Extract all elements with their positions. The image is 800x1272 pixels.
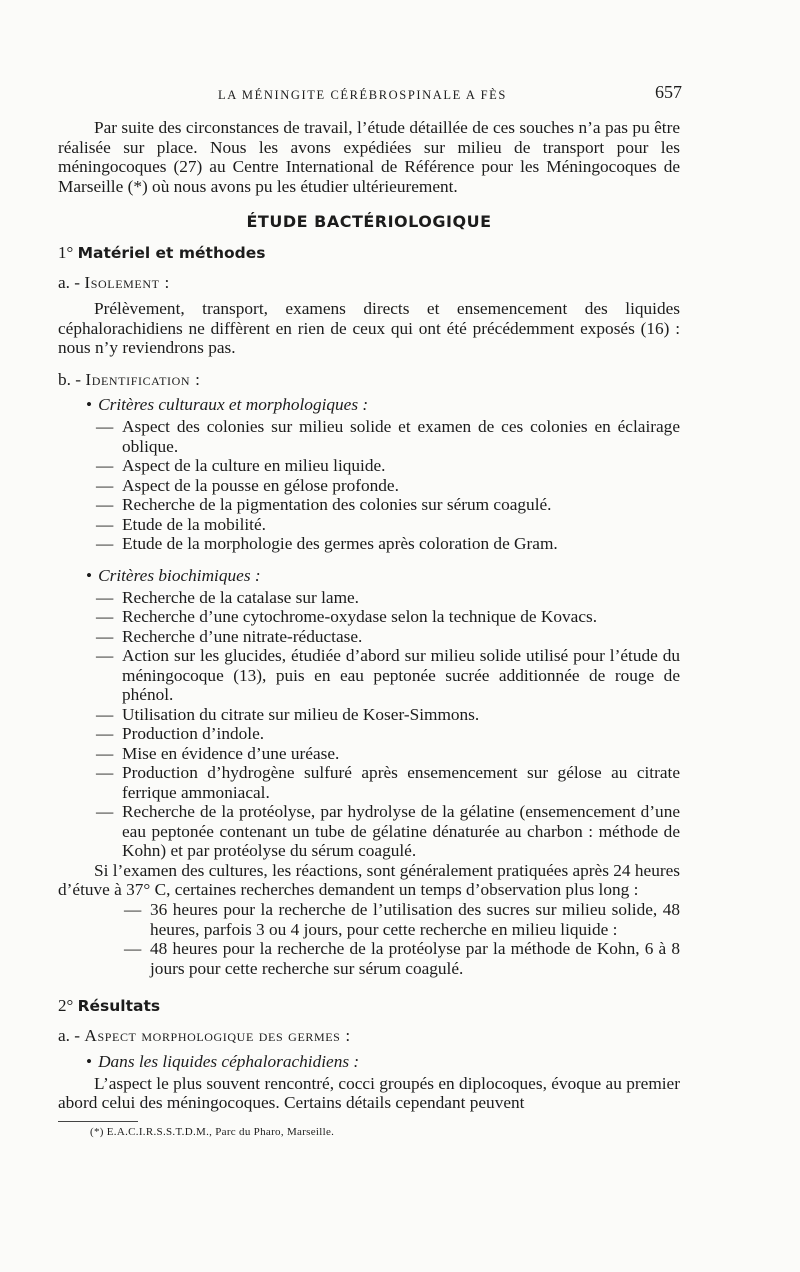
list-item: — Production d’hydrogène sulfuré après ensemencement sur gélose au citrate ferrique ammoniacal. (96, 763, 680, 802)
dash-icon: — (96, 495, 114, 515)
subsection-number: 2° (58, 996, 74, 1016)
list-item: — Recherche de la protéolyse, par hydrolyse de la gélatine (ensemencement d’une eau peptonée contenant un tube de gélatine dénaturée au charbon : méthode de Kohn) et par protéolyse du sérum coagulé. (96, 802, 680, 861)
lcr-heading (86, 1052, 680, 1072)
dash-icon: — (96, 763, 114, 783)
criteria-title: Critères biochimiques : (98, 565, 261, 585)
isolement-paragraph: Prélèvement, transport, examens directs et ensemencement des liquides céphalorachidiens ne diffèrent en rien de ceux qui ont été précédemment exposés (16) : nous n’y reviendrons pas. (58, 298, 680, 358)
section-title: ÉTUDE BACTÉRIOLOGIQUE (246, 212, 492, 232)
dash-icon: — (96, 475, 114, 495)
footnote-divider (58, 1121, 138, 1122)
dash-icon: — (96, 802, 114, 822)
dash-icon: — (96, 587, 114, 607)
delay-paragraph: Si l’examen des cultures, les réactions, sont généralement pratiquées après 24 heures d’étuve à 37° C, certaines recherches demandent un temps d’observation plus long : (58, 860, 680, 900)
page-number: 657 (655, 82, 682, 102)
dash-icon: — (96, 456, 114, 476)
dash-icon: — (96, 514, 114, 534)
heading-label: b. - (58, 369, 86, 389)
culturaux-list (58, 417, 680, 554)
dash-icon: — (124, 900, 142, 920)
list-item: — 48 heures pour la recherche de la protéolyse par la méthode de Kohn, 6 à 8 jours pour cette recherche sur sérum coagulé. (124, 939, 680, 978)
criteria-title: Critères culturaux et morphologiques : (98, 395, 369, 415)
subsection-title: Résultats (77, 997, 161, 1016)
list-item: — Etude de la morphologie des germes après coloration de Gram. (96, 534, 558, 554)
intro-paragraph: Par suite des circonstances de travail, l’étude détaillée de ces souches n’a pas pu être réalisée sur place. Nous les avons expédiées sur milieu de transport pour les méningocoques (27) au Centre International de Référence pour les Méningocoques de Marseille (*) où nous avons pu les étudier ultérieurement. (58, 118, 680, 196)
dash-icon: — (96, 417, 114, 437)
running-head (58, 82, 680, 108)
subsection-heading-materiel (58, 243, 680, 263)
delay-list (58, 900, 680, 978)
list-item: — Recherche d’une nitrate-réductase. (96, 626, 363, 646)
dash-icon: — (124, 939, 142, 959)
list-item: — 36 heures pour la recherche de l’utilisation des sucres sur milieu solide, 48 heures, parfois 3 ou 4 jours, pour cette recherche en milieu liquide : (124, 900, 680, 939)
heading-isolement (58, 273, 680, 293)
running-head-title: LA MÉNINGITE CÉRÉBROSPINALE A FÈS (218, 88, 507, 102)
dash-icon: — (96, 724, 114, 744)
list-item: — Aspect de la culture en milieu liquide. (96, 456, 386, 476)
footnote: (*) E.A.C.I.R.S.S.T.D.M., Parc du Pharo, Marseille. (90, 1125, 335, 1138)
subsection-number: 1° (58, 243, 74, 263)
biochimiques-list (58, 588, 680, 861)
list-item: — Aspect de la pousse en gélose profonde. (96, 475, 399, 495)
subsection-heading-resultats (58, 996, 680, 1016)
list-item: — Aspect des colonies sur milieu solide et examen de ces colonies en éclairage oblique. (96, 417, 680, 456)
list-item: — Recherche de la pigmentation des colonies sur sérum coagulé. (96, 495, 552, 515)
bullet-icon: • (86, 565, 93, 585)
dash-icon: — (96, 607, 114, 627)
heading-text: Isolement : (84, 273, 170, 293)
dash-icon: — (96, 743, 114, 763)
heading-label: a. - (58, 1026, 85, 1046)
criteria-title: Dans les liquides céphalorachidiens : (98, 1051, 360, 1071)
list-item: — Production d’indole. (96, 724, 265, 744)
heading-identification (58, 370, 680, 390)
lcr-paragraph: L’aspect le plus souvent rencontré, cocci groupés en diplocoques, évoque au premier abord celui des méningocoques. Certains détails cependant peuvent (58, 1073, 680, 1113)
dash-icon: — (96, 534, 114, 554)
heading-text: Aspect morphologique des germes : (84, 1026, 351, 1046)
criteria-culturaux-heading (86, 395, 680, 415)
heading-aspect (58, 1026, 680, 1046)
dash-icon: — (96, 626, 114, 646)
list-item: — Etude de la mobilité. (96, 514, 266, 534)
list-item: — Action sur les glucides, étudiée d’abord sur milieu solide utilisé pour l’étude du méningocoque (13), puis en eau peptonée sucrée additionnée de rouge de phénol. (96, 646, 680, 705)
list-item: — Recherche de la catalase sur lame. (96, 587, 360, 607)
subsection-title: Matériel et méthodes (77, 244, 266, 263)
bullet-icon: • (86, 1051, 93, 1071)
list-item: — Mise en évidence d’une uréase. (96, 743, 340, 763)
page (58, 82, 680, 1138)
heading-text: Identification : (85, 369, 201, 389)
bullet-icon: • (86, 395, 93, 415)
heading-label: a. - (58, 273, 85, 293)
criteria-biochimiques-heading (86, 566, 680, 586)
dash-icon: — (96, 704, 114, 724)
list-item: — Recherche d’une cytochrome-oxydase selon la technique de Kovacs. (96, 607, 598, 627)
dash-icon: — (96, 646, 114, 666)
list-item: — Utilisation du citrate sur milieu de Koser-Simmons. (96, 704, 480, 724)
